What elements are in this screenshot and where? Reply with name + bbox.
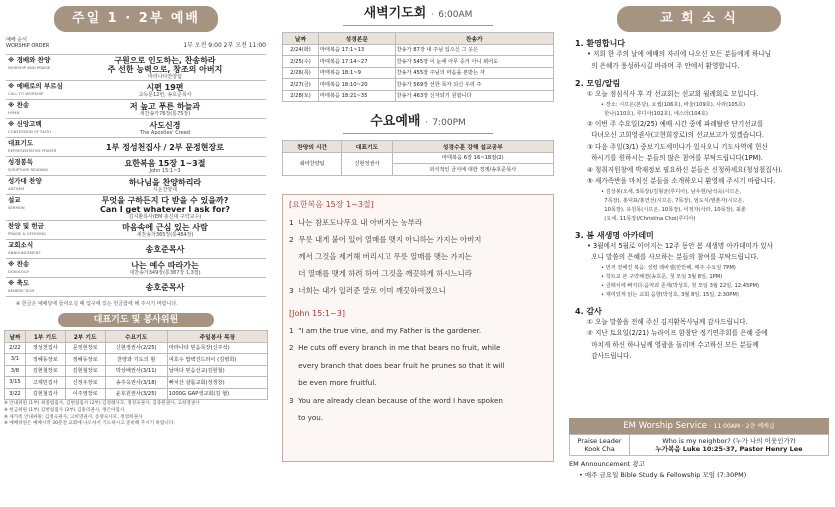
order-item-main: 요한복음 15장 1~3절	[124, 158, 206, 168]
duty-note: ※ 예배위원은 예배시작 30분전 교회에 나오셔서 기도하시고 준비해 주시기 바랍니다.	[4, 421, 175, 427]
duty-row	[5, 388, 268, 400]
order-item-main: 하나님을 찬양하리라	[128, 177, 202, 187]
order-item-main: 나는 예수 따라가는	[131, 260, 199, 270]
worship-order-row	[6, 137, 266, 156]
duty-cell: 김현철장로	[25, 365, 65, 377]
duty-header: 1부 기도	[25, 331, 65, 343]
duty-cell: 2/22	[5, 342, 26, 354]
news-paragraph: 감사드립니다.	[587, 352, 632, 360]
duty-cell: 김현철집사	[25, 388, 65, 400]
dawn-cell: 마태복음 18:21~35	[318, 90, 395, 102]
news-paragraph: 마치게 하신 하나님께 영광을 돌리며 수고하신 모든 분들께	[587, 340, 759, 349]
wednesday-table	[282, 140, 554, 176]
duty-header: 수요기도	[105, 331, 167, 343]
em-service-bar: EM Worship Service · 11:00AM · 2층 예배실	[569, 418, 829, 434]
order-item-sub: 새찬송가78장(통75장)	[139, 110, 191, 117]
wed-header: 대표기도	[342, 141, 392, 153]
order-item-en: HYMN	[8, 110, 20, 115]
worship-order-column	[0, 0, 272, 507]
dawn-row	[283, 67, 554, 79]
news-paragraph: ④ 청취지원창에 박재정보 필요하신 분들은 신청하세요(청성철집사).	[587, 165, 783, 174]
english-verse-line: every branch that does bear fruit he prunes so that it will	[289, 360, 505, 370]
order-item-main: 무엇을 구하든지 다 받을 수 있을까? Can I get whatever I ask for?	[100, 195, 230, 214]
duty-cell: 3/8	[5, 365, 26, 377]
news-paragraph: ② 지난 토요일(2/21) 뉴라이프 함창단 정기연주회를 은혜 중에	[587, 329, 768, 337]
news-paragraph: 의 은혜가 풍성하시길 바라며 주 안에서 환영합니다.	[587, 61, 740, 70]
dawn-cell: 마태복음 17:14~27	[318, 56, 395, 68]
news-paragraph: 오니 말씀의 은혜를 사모하는 분들의 참여를 부탁드립니다.	[587, 253, 759, 261]
dawn-row	[283, 56, 554, 68]
wed-text: 마태복음 6장 16~18절(2)	[392, 152, 553, 164]
order-item-main: 시편 19편	[146, 82, 184, 92]
worship-order-row	[6, 118, 266, 137]
duty-cell: 정혜동장로	[25, 354, 65, 366]
duty-row	[5, 365, 268, 377]
worship-order-row	[6, 80, 266, 99]
dawn-header: 날짜	[283, 33, 319, 45]
news-paragraph: • 저희 한 주의 날에 예배의 자리에 나오신 모든 분들에게 하나님	[587, 50, 772, 58]
order-item-sub: 교독문12번, 송호준목사	[138, 91, 192, 98]
order-item-main: 구원으로 인도하는, 찬송하라 주 선한 능력으로, 창조의 아버지	[107, 55, 223, 74]
em-table	[569, 434, 829, 456]
worship-order-list	[0, 54, 272, 296]
dawn-cell: 마태복음 18:10~20	[318, 79, 395, 91]
news-heading: 4. 감사	[575, 306, 602, 316]
news-sub-item: • 장소: 시므온(본당), 요셉(106호), 바울(109호), 사라(105호)	[601, 101, 746, 108]
english-verse-line: 2 He cuts off every branch in me that bears no fruit, while	[289, 343, 501, 352]
dawn-row	[283, 90, 554, 102]
english-verse-line: 3 You are already clean because of the word I have spoken	[289, 395, 503, 405]
dawn-cell: 2/28(토)	[283, 90, 319, 102]
korean-verse-line: 3 너희는 내가 일러준 말로 이미 깨끗하여졌으니	[289, 285, 446, 295]
em-leader: Praise Leader Kook Cha	[570, 435, 630, 456]
order-item-en: CALL TO WORSHIP	[8, 91, 44, 96]
news-paragraph: 하시기를 원하시는 분들의 많은 참여를 부탁드립니다(1PM).	[587, 154, 763, 162]
duty-cell: 신현정권사(2/25)	[105, 342, 167, 354]
dawn-row	[283, 44, 554, 56]
em-announcement-title: EM Announcement 광고	[569, 460, 645, 468]
order-item-sub: 새찬송가365장(통484장)	[136, 231, 194, 238]
dawn-cell: 마태복음 17:1~13	[318, 44, 395, 56]
duty-note: ※ 안내위원 (1부) 최종범집사, 김현섭집사 (2부) 김경례사모, 정경숙권사, 김중원권사, 고희영권사	[4, 401, 200, 406]
worship-order-row	[6, 99, 266, 118]
duty-cell: 송주옥권사(3/18)	[105, 377, 167, 389]
korean-verse-title: [요한복음 15장 1~3절]	[289, 199, 374, 209]
duty-row	[5, 377, 268, 389]
worship-order-row	[6, 156, 266, 175]
wed-sermon: 외식적인 금식에 대한 경계/송호준목사	[392, 164, 553, 176]
news-banner: 교 회 소 식	[617, 6, 781, 32]
dawn-cell: 찬송가 87장 내 주님 입으신 그 옷은	[395, 44, 553, 56]
order-item-sub: John 15:1~3	[149, 167, 181, 174]
duty-cell: 찬양과 기도의 밤	[105, 354, 167, 366]
order-item-name: 설교	[8, 196, 21, 204]
dawn-header: 성경본문	[318, 33, 395, 45]
duty-cell: 신정우장로	[65, 377, 105, 389]
order-item-main: 사도신경	[149, 120, 181, 130]
news-paragraph: ③ 다음 주일(3/1) 중보기도세미나가 있사오니 기도사역에 헌신	[587, 142, 768, 151]
duty-cell: 빠치산 샬롬교회(정생창)	[167, 377, 267, 389]
em-preacher: 누가복음 Luke 10:25-37, Pastor Henry Lee	[655, 445, 803, 453]
order-item-en: CONFESSION OF FAITH	[8, 129, 52, 134]
offering-note: ※ 헌금은 예배당에 들어오실 때 입구에 있는 헌금함에 해 주시기 바랍니다.	[6, 296, 266, 310]
duty-cell: 정성천집사	[25, 342, 65, 354]
duty-header: 2부 기도	[65, 331, 105, 343]
order-item-sub: 김지환목사(EM 총신대 구약교수)	[128, 213, 202, 220]
duty-cell: 1000G GAP생교회(김 협)	[167, 388, 267, 400]
duty-row	[5, 354, 268, 366]
english-verse-line: be even more fruitful.	[289, 378, 377, 387]
order-item-main: 1부 정성천집사 / 2부 문정현장로	[106, 142, 224, 152]
news-sub-item: 10목장), 유원목(시므온, 10목장), 이정자(사라, 10목장), 최춘	[601, 206, 746, 213]
order-item-name: ※ 예배로의 부르심	[8, 82, 63, 90]
dawn-cell: 찬송가 455장 주님의 마음을 본받는 자	[395, 67, 553, 79]
news-list	[563, 38, 835, 363]
worship-order-row	[6, 258, 266, 277]
news-paragraph: • 3월에서 5월로 이어지는 12주 동안 봄 새생명 아카데미가 있사	[587, 241, 774, 250]
worship-order-row	[6, 175, 266, 194]
duty-note: ※ 새가족 안내위원: 김정숙권사, 고희영권사, 송명숙사모, 정영희권사	[4, 414, 143, 420]
dawn-prayer-title: 새벽기도회 · 6:00AM	[343, 0, 493, 26]
order-item-name: ※ 찬송	[8, 101, 30, 109]
order-item-en: WORSHIP AND PRAISE	[8, 65, 51, 70]
worship-order-row	[6, 220, 266, 239]
duty-cell: 박상배권사(3/11)	[105, 365, 167, 377]
em-section	[563, 418, 835, 479]
worship-order-row	[6, 194, 266, 220]
wed-prayer: 신현정권사	[342, 152, 392, 175]
news-paragraph: ⑤ 새가족반을 마치신 분들을 소개하오니 환영해 주시기 바랍니다.	[587, 177, 776, 185]
english-verse-line: 1 "I am the true vine, and my Father is the gardener.	[289, 325, 482, 335]
korean-verse-line: 더 열매를 맺게 하려 하여 그것을 깨끗하게 하시느니라	[289, 268, 472, 278]
order-item-sub: 새찬송가349장(통387장 1,3절)	[129, 269, 201, 276]
order-item-sub: The Apostles' Creed	[140, 129, 190, 136]
news-paragraph: 다녀오신 고희영권사(고현희장로)의 선교보고가 있겠습니다.	[587, 131, 764, 139]
duty-note: ※ 헌금위원 (1부) 김현섭집사 (2부) 김홍리권사, 정은아집사	[4, 407, 125, 413]
dawn-cell: 찬송가 463장 신자되기 원합니다	[395, 90, 553, 102]
duty-row	[5, 342, 268, 354]
order-item-main: 저 높고 푸른 하늘과	[129, 101, 201, 111]
duty-tag: 대표기도 및 봉사위원	[58, 313, 214, 327]
duty-cell: 3/22	[5, 388, 26, 400]
korean-verse-line: 1 나는 참포도나무요 내 아버지는 농부라	[289, 217, 423, 227]
worship-order-header	[0, 32, 272, 54]
duty-notes	[0, 401, 272, 428]
korean-verse-line: 2 무릇 내게 붙어 있어 열매를 맺지 아니하는 가지는 아버지	[289, 234, 482, 244]
order-item-main: 송호준목사	[145, 244, 185, 254]
duty-cell: 문정현장로	[65, 342, 105, 354]
em-announcement: • 매주 금요일 Bible Study & Fellowship 모임 (7:30PM)	[579, 471, 747, 479]
dawn-cell: 마태복음 18:1~9	[318, 67, 395, 79]
duty-header: 주일봉사 목장	[167, 331, 267, 343]
prayer-scripture-column	[282, 0, 554, 507]
order-item-name: 성가대 찬양	[8, 177, 42, 185]
wed-praise: 쉐마찬양팀	[283, 152, 342, 175]
english-verses	[289, 322, 547, 427]
order-item-en: ANNOUNCEMENT	[8, 250, 41, 255]
church-news-column	[563, 0, 835, 507]
order-item-en: SERMON	[8, 205, 25, 210]
order-item-en: PRAISE & OFFERING	[8, 231, 46, 236]
wed-header: 성경수훈 강해 설교공부	[392, 141, 553, 153]
em-sermon: Who is my neighbor? (누가 나의 이웃인가?)	[662, 437, 796, 445]
scripture-box	[282, 194, 554, 462]
duty-table	[4, 330, 268, 400]
wednesday-title: 수요예배 · 7:00PM	[343, 108, 493, 134]
news-sub-item: 한나(110호), 루디아(102호), 에스더(104호)	[601, 110, 708, 117]
korean-verse-line: 께서 그것을 제거해 버리시고 무릇 열매를 맺는 가지는	[289, 251, 472, 261]
duty-cell: 정혜동장로	[65, 354, 105, 366]
duty-header: 날짜	[5, 331, 26, 343]
duty-cell: 이주영장로	[65, 388, 105, 400]
worship-order-row	[6, 277, 266, 296]
dawn-row	[283, 79, 554, 91]
order-item-en: SCRIPTURE READING	[8, 167, 48, 172]
dawn-cell: 찬송가 569장 선한 목자 되신 우리 주	[395, 79, 553, 91]
news-sub-item: (오세, 11목장)/Christina Choi(루디아)	[601, 215, 696, 222]
order-item-name: 대표기도	[8, 139, 34, 147]
news-sub-item: 7목장), 홍덕표/홍연선(시므온, 7목장), 엄도식/염춘자(시므온,	[601, 197, 745, 204]
order-item-name: 찬양 및 헌금	[8, 222, 44, 230]
news-sub-item: • 착트교 본 구약해결(송호준, 첫 모임 3월 8일, 1PM)	[601, 273, 723, 280]
order-item-name: 성경봉독	[8, 158, 34, 166]
duty-cell: 마라나타 믿음목장(신주석)	[167, 342, 267, 354]
order-item-name: 교회소식	[8, 241, 34, 249]
order-item-main: 마음속에 근심 있는 사람	[122, 222, 208, 232]
order-item-name: ※ 신앙고백	[8, 120, 42, 128]
english-verse-line: to you.	[289, 413, 324, 422]
dawn-cell: 2/25(수)	[283, 56, 319, 68]
duty-cell: 윤호원권사(3/25)	[105, 388, 167, 400]
order-label: 예배 순서	[6, 37, 27, 43]
news-sub-item: • 김상봉(오세, 5목장)/김형균(루디아), 남우현/남석숙(시므온,	[601, 188, 742, 195]
order-item-en: DOXOLOGY	[8, 269, 30, 274]
order-item-name: ※ 경배와 찬양	[8, 56, 51, 64]
order-label-en: WORSHIP ORDER	[6, 43, 50, 49]
order-item-name: ※ 축도	[8, 279, 30, 287]
dawn-prayer-table	[282, 32, 554, 102]
order-item-name: ※ 찬송	[8, 260, 30, 268]
service-times: 1부 오전 9:00 2부 오전 11:00	[183, 42, 266, 49]
duty-table-wrap	[4, 330, 268, 400]
news-paragraph: ① 오늘 말씀을 전해 주신 김지환목사님께 감사드립니다.	[587, 317, 748, 326]
duty-cell: 김현철장로	[65, 365, 105, 377]
english-verse-title: [John 15:1~3]	[289, 308, 345, 318]
news-sub-item: • 먼저 전해진 복음: 성령 레바셸(만만해, 매주 수요일 7PM)	[601, 264, 736, 271]
korean-verses	[289, 214, 547, 299]
dawn-cell: 2/27(금)	[283, 79, 319, 91]
news-paragraph: ① 오늘 점심식사 후 각 선교회는 선교회 월례회로 모입니다.	[587, 90, 759, 98]
order-item-en: BENEDICTION	[8, 288, 35, 293]
worship-banner: 주일 1 · 2부 예배	[54, 6, 218, 32]
duty-cell: 3/15	[5, 377, 26, 389]
news-sub-item: • 재미있게 읽는 교회 음향(박성호, 3월 8일, 15일, 2:30PM)	[601, 291, 739, 298]
order-item-en: REPRESENTATIVE PRAYER	[8, 148, 57, 153]
order-item-en: ANTHEM	[8, 186, 25, 191]
order-item-sub: 시온찬양대	[152, 186, 178, 193]
news-heading: 3. 봄 새생명 아카데미	[575, 230, 654, 240]
duty-cell: 3/1	[5, 354, 26, 366]
news-sub-item: • 클래식에 빠지다:음악과 존재(박성호, 첫 모임 3월 22일, 12:45PM)	[601, 282, 760, 289]
worship-order-row	[6, 54, 266, 80]
dawn-cell: 2/26(목)	[283, 67, 319, 79]
news-paragraph: ② 이번 주 수요일(2/25) 예배 시간 중에 파레탈란 단기선교를	[587, 119, 764, 128]
duty-cell: 날마다 믿음선교(김현철)	[167, 365, 267, 377]
duty-cell: 여호수 밥벽진드라이 (김병희)	[167, 354, 267, 366]
dawn-cell: 찬송가 545장 이 눈에 아무 증거 아니 뵈어도	[395, 56, 553, 68]
order-item-sub: 마라나타찬양팀	[148, 73, 182, 80]
worship-order-row	[6, 239, 266, 258]
order-item-main: 송호준목사	[145, 282, 185, 292]
news-heading: 2. 모임/알림	[575, 79, 621, 88]
dawn-cell: 2/24(화)	[283, 44, 319, 56]
wed-header: 찬양의 시간	[283, 141, 342, 153]
dawn-header: 찬송가	[395, 33, 553, 45]
duty-cell: 고제민집사	[25, 377, 65, 389]
news-heading: 1. 환영합니다	[575, 39, 626, 48]
